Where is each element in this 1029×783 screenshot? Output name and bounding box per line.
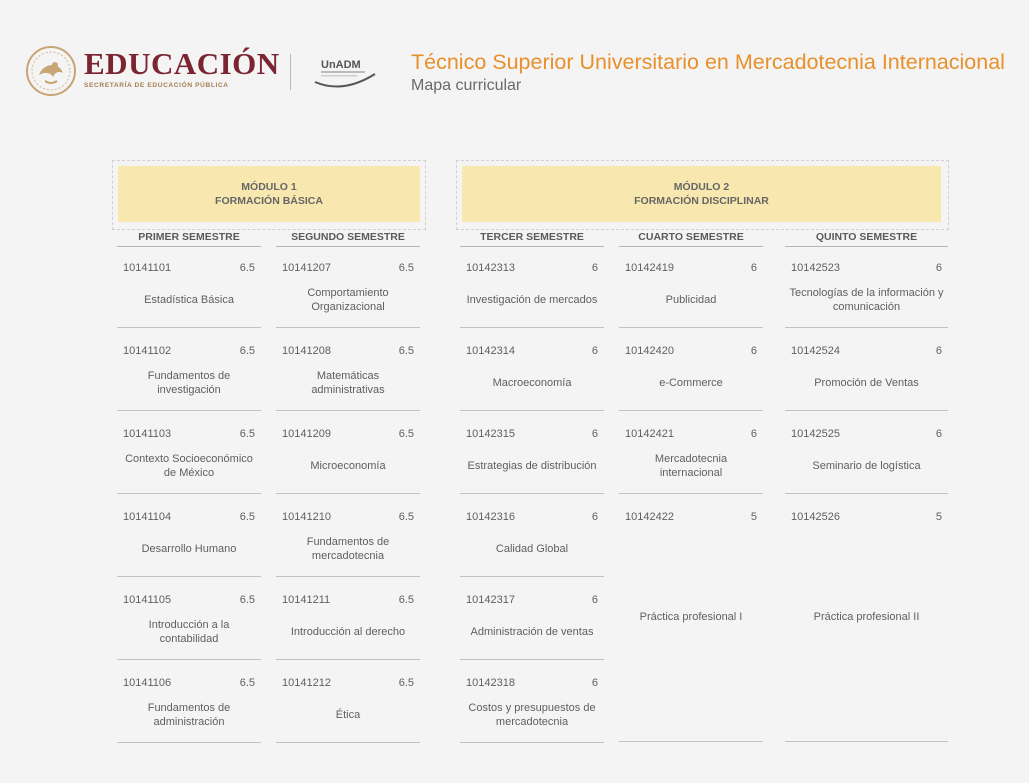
course-code: 10142526 (791, 511, 840, 523)
course-credits: 6.5 (239, 345, 255, 357)
semester-column-4 (619, 228, 763, 623)
course-code: 10142317 (466, 594, 515, 606)
semester-column-5 (785, 228, 948, 623)
course-card (460, 331, 604, 411)
course-card (785, 414, 948, 494)
course-credits: 6.5 (398, 594, 414, 606)
course-card (460, 580, 604, 660)
course-code: 10141102 (123, 345, 172, 357)
course-name: Introducción al derecho (290, 625, 406, 638)
course-code: 10141104 (123, 511, 172, 523)
course-name: Investigación de mercados (466, 293, 598, 306)
course-code: 10142524 (791, 345, 840, 357)
course-card (460, 497, 604, 577)
course-card (117, 580, 261, 660)
course-credits: 6.5 (239, 511, 255, 523)
module-1-band (118, 166, 420, 222)
course-name: Práctica profesional II (813, 610, 920, 623)
program-subtitle: Mapa curricular (411, 77, 522, 94)
course-credits: 6.5 (398, 345, 414, 357)
course-card (276, 497, 420, 577)
module-1-number: MÓDULO 1 (241, 181, 297, 193)
course-name: Matemáticas administrativas (311, 369, 385, 396)
course-credits: 6 (591, 428, 598, 440)
course-card (460, 248, 604, 328)
course-credits: 6.5 (239, 594, 255, 606)
course-name: Introducción a la contabilidad (148, 618, 230, 645)
course-name: Microeconomía (310, 459, 386, 472)
course-credits: 6 (591, 262, 598, 274)
course-card (117, 248, 261, 328)
course-credits: 5 (935, 511, 942, 523)
course-credits: 5 (750, 511, 757, 523)
course-code: 10141209 (282, 428, 331, 440)
course-credits: 6.5 (398, 428, 414, 440)
course-name: Seminario de logística (812, 459, 921, 472)
course-code: 10142523 (791, 262, 840, 274)
course-code: 10142421 (625, 428, 674, 440)
course-code: 10142422 (625, 511, 674, 523)
course-credits: 6 (935, 428, 942, 440)
course-credits: 6 (591, 345, 598, 357)
course-name: Fundamentos de investigación (147, 369, 231, 396)
course-code: 10142315 (466, 428, 515, 440)
course-credits: 6.5 (239, 677, 255, 689)
course-code: 10141101 (123, 262, 172, 274)
semester-heading: QUINTO SEMESTRE (785, 228, 948, 247)
course-name: Publicidad (665, 293, 717, 306)
course-credits: 6.5 (239, 262, 255, 274)
course-name: Promoción de Ventas (814, 376, 919, 389)
semester-heading: SEGUNDO SEMESTRE (276, 228, 420, 247)
course-card (117, 663, 261, 743)
module-2-band (462, 166, 941, 222)
course-name: Práctica profesional I (639, 610, 743, 623)
education-logo-text: EDUCACIÓN (84, 46, 280, 81)
course-card (276, 580, 420, 660)
course-card-practice (785, 497, 948, 742)
semester-column-2 (276, 228, 420, 721)
course-card (276, 663, 420, 743)
course-credits: 6.5 (398, 677, 414, 689)
course-name: Contexto Socioeconómico de México (125, 452, 253, 479)
course-name: Tecnologías de la información y comunicación (789, 286, 944, 313)
course-card (619, 414, 763, 494)
course-code: 10142316 (466, 511, 515, 523)
course-code: 10141208 (282, 345, 331, 357)
course-card (117, 331, 261, 411)
course-card (460, 414, 604, 494)
module-1-name: FORMACIÓN BÁSICA (215, 195, 323, 207)
course-name: e-Commerce (659, 376, 723, 389)
course-card (460, 663, 604, 743)
program-title: Técnico Superior Universitario en Mercadotecnia Internacional (411, 50, 1005, 74)
semester-column-3 (460, 228, 604, 728)
mexico-seal-icon (25, 45, 77, 97)
course-credits: 6 (750, 428, 757, 440)
course-code: 10142318 (466, 677, 515, 689)
unadm-logo-text: UnADM (321, 59, 361, 71)
course-card (785, 331, 948, 411)
course-code: 10141106 (123, 677, 172, 689)
course-code: 10141105 (123, 594, 172, 606)
course-name: Desarrollo Humano (141, 542, 237, 555)
course-card-practice (619, 497, 763, 742)
semester-column-1 (117, 228, 261, 728)
course-code: 10141207 (282, 262, 331, 274)
module-2-name: FORMACIÓN DISCIPLINAR (634, 195, 769, 207)
course-card (117, 414, 261, 494)
course-name: Estadística Básica (144, 293, 234, 306)
course-credits: 6 (591, 677, 598, 689)
course-card (619, 248, 763, 328)
course-card (276, 248, 420, 328)
header-divider (290, 54, 291, 90)
course-name: Costos y presupuestos de mercadotecnia (468, 701, 596, 728)
course-name: Fundamentos de administración (147, 701, 231, 728)
course-name: Calidad Global (495, 542, 569, 555)
course-name: Ética (335, 708, 361, 721)
unadm-logo (313, 52, 377, 92)
course-code: 10142314 (466, 345, 515, 357)
course-card (785, 248, 948, 328)
course-code: 10141212 (282, 677, 331, 689)
course-code: 10142525 (791, 428, 840, 440)
course-credits: 6 (591, 594, 598, 606)
semester-heading: CUARTO SEMESTRE (619, 228, 763, 247)
education-logo-subtitle: SECRETARÍA DE EDUCACIÓN PÚBLICA (84, 82, 229, 89)
page-header (0, 0, 1029, 120)
course-credits: 6 (935, 262, 942, 274)
course-code: 10141211 (282, 594, 331, 606)
module-2-number: MÓDULO 2 (673, 181, 730, 193)
course-credits: 6 (750, 345, 757, 357)
course-credits: 6.5 (398, 511, 414, 523)
course-credits: 6.5 (398, 262, 414, 274)
course-code: 10141103 (123, 428, 172, 440)
semester-heading: TERCER SEMESTRE (460, 228, 604, 247)
course-name: Estrategias de distribución (467, 459, 597, 472)
course-code: 10142313 (466, 262, 515, 274)
course-code: 10142419 (625, 262, 674, 274)
course-card (117, 497, 261, 577)
course-card (276, 331, 420, 411)
semester-heading: PRIMER SEMESTRE (117, 228, 261, 247)
course-credits: 6 (591, 511, 598, 523)
course-credits: 6 (750, 262, 757, 274)
course-card (276, 414, 420, 494)
course-name: Administración de ventas (470, 625, 594, 638)
course-code: 10141210 (282, 511, 331, 523)
course-name: Macroeconomía (492, 376, 572, 389)
course-credits: 6 (935, 345, 942, 357)
course-card (619, 331, 763, 411)
course-name: Mercadotecnia internacional (654, 452, 728, 479)
course-credits: 6.5 (239, 428, 255, 440)
course-name: Comportamiento Organizacional (307, 286, 389, 313)
course-name: Fundamentos de mercadotecnia (306, 535, 390, 562)
course-code: 10142420 (625, 345, 674, 357)
